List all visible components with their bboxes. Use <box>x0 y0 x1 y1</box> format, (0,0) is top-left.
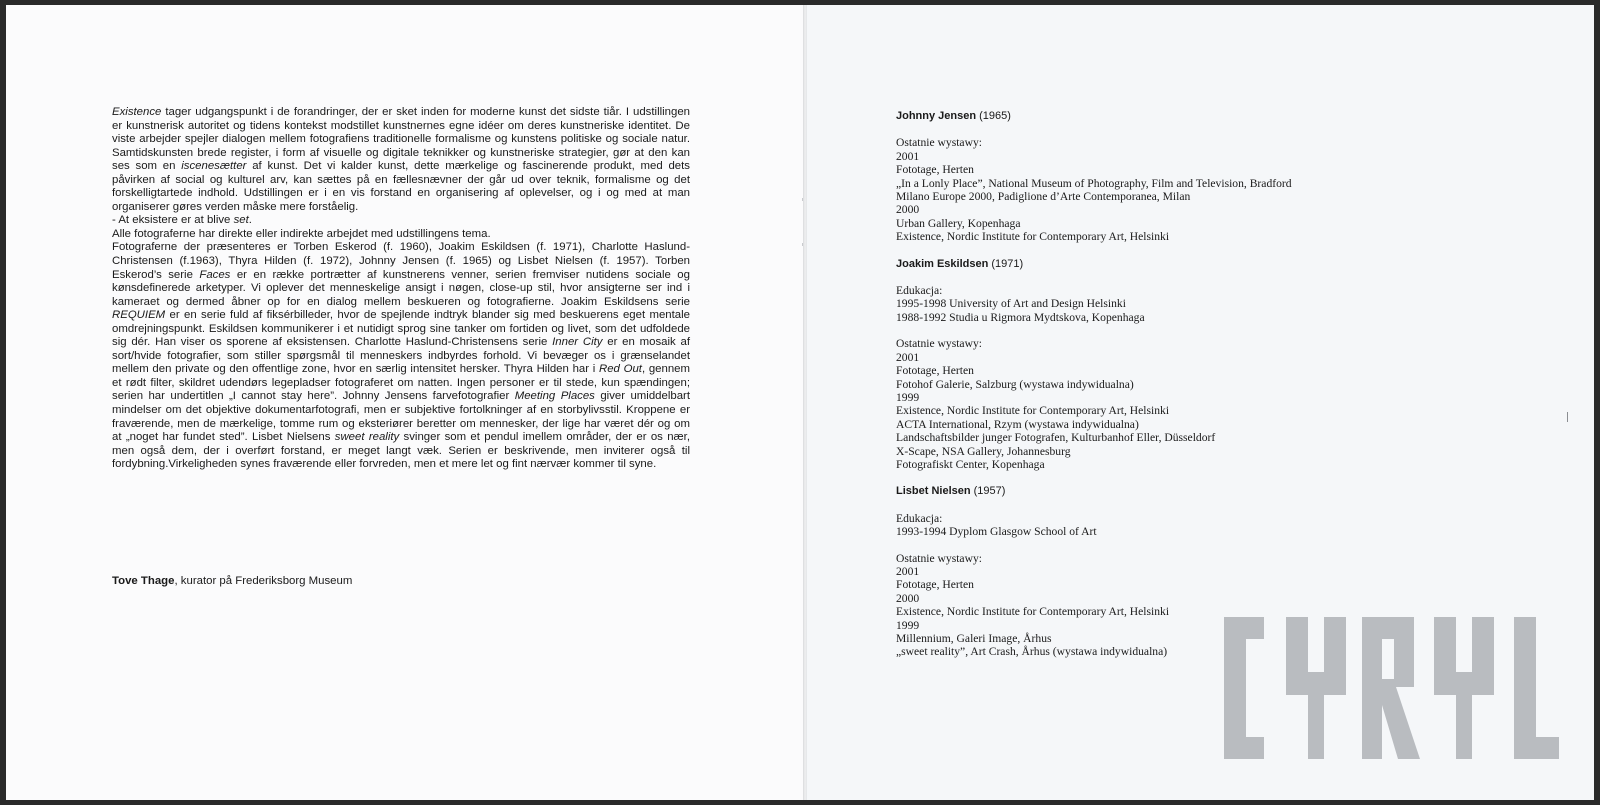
artist-name-line <box>896 258 1416 271</box>
artist-name: Johnny Jensen <box>896 110 977 122</box>
essay-italic-text: iscenesætter <box>181 160 247 173</box>
artist-name-line <box>896 485 1416 498</box>
bio-line: Existence, Nordic Institute for Contemporary Art, Helsinki <box>896 605 1170 619</box>
signature-name: Tove Thage <box>112 575 175 587</box>
bio-line: Existence, Nordic Institute for Contemporary Art, Helsinki <box>896 404 1170 418</box>
bio-line: Edukacja: <box>896 284 943 298</box>
exhibition-list <box>896 337 1416 471</box>
bio-line: ACTA International, Rzym (wystawa indywidualna) <box>896 417 1139 431</box>
artist-name: Joakim Eskildsen <box>896 257 989 270</box>
essay-text-run: er en mosaik af sort/hvide fotografier, som stiller spørgsmål til menneskers indbyrdes forhold. Vi bevæger os i grænselandet mellem den private og den offentlige zone, hvor en særlig intensitet hersker. Thyra Hilden har i <box>112 336 690 376</box>
artist-birth-year: (1957) <box>973 485 1006 498</box>
bio-line: 1988-1992 Studia u Rigmora Mydtskova, Kopenhaga <box>896 310 1145 324</box>
essay-italic-text: REQUIEM <box>112 309 166 322</box>
essay-text-run: Alle fotograferne har direkte eller indirekte arbejdet med udstillingens tema. <box>112 227 491 240</box>
bio-line: Fototage, Herten <box>896 364 974 378</box>
bio-line: Millennium, Galeri Image, Århus <box>896 632 1052 645</box>
bio-line: Fotohof Galerie, Salzburg (wystawa indywidualna) <box>896 377 1134 391</box>
essay-text-run: . <box>248 214 252 227</box>
bio-line: Landschaftsbilder junger Fotografen, Kulturbanhof Eller, Düsseldorf <box>896 431 1216 445</box>
essay-paragraph <box>112 106 690 214</box>
artist-name: Lisbet Nielsen <box>896 485 971 498</box>
bio-line: Ostatnie wystawy: <box>896 551 982 565</box>
exhibition-list <box>896 136 1416 243</box>
cyryl-watermark <box>1224 617 1559 759</box>
artist-bio <box>896 258 1416 472</box>
bio-line: X-Scape, NSA Gallery, Johannesburg <box>896 444 1071 458</box>
bio-line: 2001 <box>896 149 920 163</box>
signature-role: , kurator på Frederiksborg Museum <box>174 575 353 587</box>
bio-line: Fototage, Herten <box>896 163 974 177</box>
bio-line: 1999 <box>896 618 920 632</box>
essay-text-run: - At eksistere er at blive <box>112 214 234 227</box>
book-gutter <box>803 5 807 800</box>
bio-line: 2000 <box>896 203 920 217</box>
bio-line: 1999 <box>896 390 920 404</box>
bio-line: Fotografiskt Center, Kopenhaga <box>896 457 1045 471</box>
essay-italic-text: Existence <box>112 106 162 118</box>
essay-text-run: , gennem et rødt filter, skildret udendørs legepladser fotograferet om natten. Ingen personer er til stede, kun spændingen; serien har undertitlen „I cannot stay here”. Johnny Jensens farvefotografier <box>112 363 690 403</box>
artist-birth-year: (1965) <box>979 110 1011 122</box>
bio-line: Edukacja: <box>896 511 943 525</box>
essay-paragraph <box>112 228 690 242</box>
bio-line: Ostatnie wystawy: <box>896 337 982 351</box>
artist-bios <box>896 110 1416 673</box>
essay-text-run: Fotograferne der præsenteres er Torben Eskerod (f. 1960), Joakim Eskildsen (f. 1971), Charlotte Haslund-Christensen (f.1963), Thyra Hilden (f. 1972), Johnny Jensen (f. 1965) og Lisbet Nielsen (f. 1957). Torben Eskerod’s serie <box>112 241 690 281</box>
bio-line: Ostatnie wystawy: <box>896 136 982 150</box>
bio-line: Existence, Nordic Institute for Contemporary Art, Helsinki <box>896 230 1170 244</box>
bio-line: 2001 <box>896 564 920 578</box>
page-mark <box>1567 412 1568 422</box>
education-list <box>896 512 1416 539</box>
essay-italic-text: sweet reality <box>334 431 400 444</box>
page-mark <box>802 198 803 201</box>
essay-text-run: svinger som et pendul imellem områder, der er os nær, men også dem, der i overført forstand, er meget langt væk. Serien er beskrivende, men inviterer også til fordybning.Virkeligheden synes fraværende eller forvreden, men et mere let og fint nærvær kommer til syne. <box>112 431 690 471</box>
education-list <box>896 284 1416 324</box>
essay-italic-text: Faces <box>199 268 231 281</box>
essay-text <box>112 106 690 472</box>
cyryl-logo <box>1224 617 1559 759</box>
essay-text-run: tager udgangspunkt i de forandringer, der er sket inden for moderne kunst det sidste tiår. I udstillingen er kunstnerisk autoritet og tidens kontekst modstillet kunstnernes egne idéer om deres kunstneriske identitet. De viste arbejder spejler dialogen mellem fotografiens traditionelle formalisme og kunstens politiske og sociale natur. Samtidskunsten brede register, i form af visuelle og digitale teknikker og kunstneriske strategier, gør at den kan ses som en <box>112 106 690 173</box>
bio-line: Milano Europe 2000, Padiglione d’Arte Contemporanea, Milan <box>896 190 1191 204</box>
bio-line: 1993-1994 Dyplom Glasgow School of Art <box>896 525 1097 539</box>
bio-line: Fototage, Herten <box>896 578 974 592</box>
bio-line: 2000 <box>896 591 920 605</box>
bio-line: 1995-1998 University of Art and Design Helsinki <box>896 297 1126 311</box>
essay-text-run: er en serie fuld af fiksérbilleder, hvor de spejlende indtryk blander sig med beskuerens eget mentale omdrejningspunkt. Eskildsen kommunikerer i et nutidigt sprog sine tanker om fortiden og livet, som det udfoldede sig dér. Han viser os sporene af eksistensen. Charlotte Haslund-Christensens serie <box>112 309 690 349</box>
page-mark <box>802 243 803 246</box>
bio-line: „In a Lonly Place”, National Museum of Photography, Film and Television, Bradford <box>896 176 1292 190</box>
signature <box>112 575 352 587</box>
essay-paragraph <box>112 241 690 471</box>
essay-italic-text: Inner City <box>552 336 603 349</box>
essay-italic-text: set <box>233 214 249 227</box>
artist-birth-year: (1971) <box>991 257 1024 270</box>
bio-line: Urban Gallery, Kopenhaga <box>896 216 1021 230</box>
artist-name-line <box>896 110 1416 123</box>
artist-bio <box>896 110 1416 244</box>
essay-italic-text: Red Out <box>598 363 642 376</box>
bio-line: „sweet reality”, Art Crash, Århus (wystawa indywidualna) <box>896 645 1168 659</box>
essay-text-run: giver umiddelbart mindelser om det objektive dokumentarfotografi, men er subjektive fortolkninger af en storbylivsstil. Kroppene er fraværende, men de mærkelige, tomme rum og eksteriører beretter om mennesker, der lige har været dér og om at „noget har fundet sted”. Lisbet Nielsens <box>112 390 690 444</box>
essay-italic-text: Meeting Places <box>514 390 595 403</box>
bio-line: 2001 <box>896 350 920 364</box>
essay-paragraph <box>112 214 690 228</box>
essay-text-run: af kunst. Det vi kalder kunst, dette mærkelige og fascinerende produkt, med dets påvirken af social og kulturel arv, kan sættes på en fællesnævner der går ud over teknik, formalisme og det forskelligtartede indhold. Udstillingen er i en vis forstand en organisering af oplevelser, og i og med at man organiserer gøres verden måske mere forståelig. <box>112 160 690 213</box>
essay-text-run: er en række portrætter af kunstnerens venner, serien fremviser nutidens sociale og kønsdefinerede arketyper. Vi oplever det menneskelige ansigt i nøgen, close-up stil, hvor ansigterne ser ind i kameraet og dermed åbner op for en dialog mellem beskueren og fotografierne. Joakim Eskildsens serie <box>112 268 690 308</box>
